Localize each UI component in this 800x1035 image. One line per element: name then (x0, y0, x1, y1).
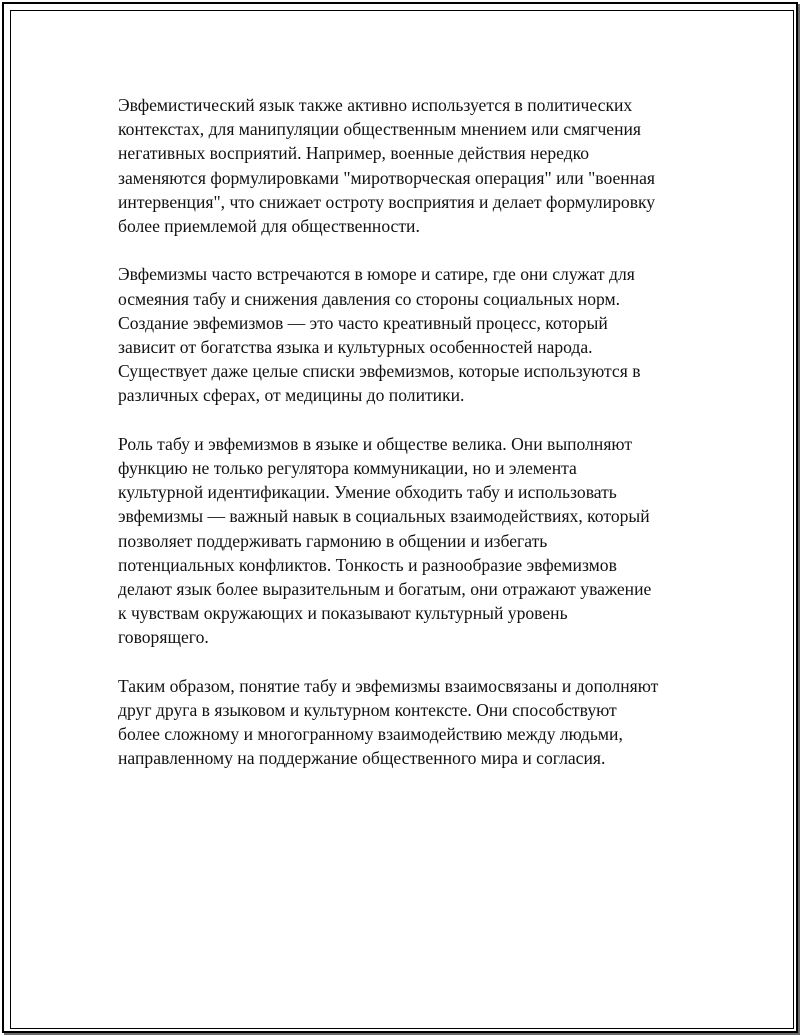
paragraph-role-of-taboo: Роль табу и эвфемизмов в языке и обществе велика. Они выполняют функцию не только регулятора коммуникации, но и элемента культурной идентификации. Умение обходить табу и использовать эвфемизмы — важный навык в социальных взаимодействиях, который позволяет поддерживать гармонию в общении и избегать потенциальных конфликтов. Тонкость и разнообразие эвфемизмов делают язык более выразительным и богатым, они отражают уважение к чувствам окружающих и показывают культурный уровень говорящего. (118, 433, 652, 648)
paragraph-humor-satire: Эвфемизмы часто встречаются в юморе и сатире, где они служат для осмеяния табу и снижения давления со стороны социальных норм. Создание эвфемизмов — это часто креативный процесс, который зависит от богатства языка и культурных особенностей народа. Существует даже целые списки эвфемизмов, которые используются в различных сферах, от медицины до политики. (118, 264, 641, 406)
paragraph-political-euphemisms: Эвфемистический язык также активно используется в политических контекстах, для манипуляции общественным мнением или смягчения негативных восприятий. Например, военные действия нередко заменяются формулировками "миротворческая операция" или "военная интервенция", что снижает остроту восприятия и делает формулировку более приемлемой для общественности. (118, 95, 656, 237)
paragraph-conclusion: Таким образом, понятие табу и эвфемизмы взаимосвязаны и дополняют друг друга в языковом и культурном контексте. Они способствуют более сложному и многогранному взаимодействию между людьми, направленному на поддержание общественного мира и согласия. (118, 675, 659, 769)
document-body (118, 93, 690, 795)
